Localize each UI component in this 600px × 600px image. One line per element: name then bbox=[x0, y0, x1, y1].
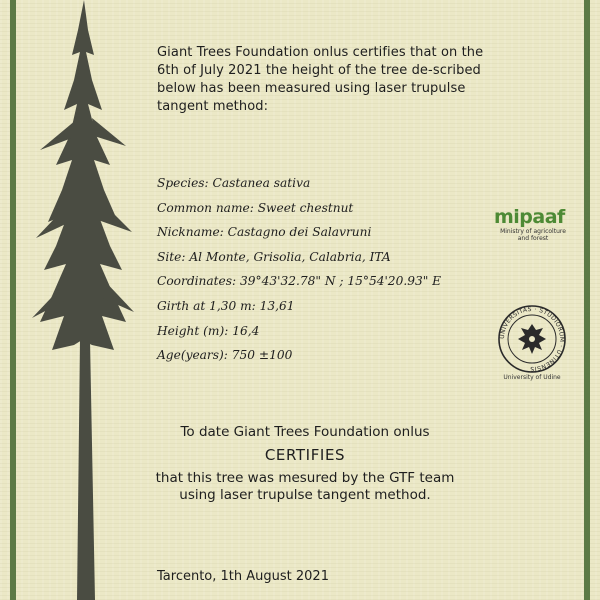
tree-silhouette-icon bbox=[22, 0, 142, 600]
tree-details bbox=[157, 174, 487, 371]
place-and-date: Tarcento, 1th August 2021 bbox=[157, 569, 329, 584]
mipaaf-logo bbox=[494, 206, 574, 252]
detail-age: Age(years): 750 ±100 bbox=[157, 348, 293, 363]
certify-line-1: To date Giant Trees Foundation onlus bbox=[180, 424, 430, 440]
seal-ring-text: UNIVERSITAS · STUDIORUM · UTINENSIS bbox=[498, 305, 566, 373]
intro-statement: Giant Trees Foundation onlus certifies that on the 6th of July 2021 the height of the tree de-scribed below has been measured using laser trupulse tangent method: bbox=[157, 45, 484, 114]
udine-caption: University of Udine bbox=[503, 374, 561, 381]
mipaaf-caption: Ministry of agricolture and forest bbox=[500, 228, 566, 242]
detail-site: Site: Al Monte, Grisolia, Calabria, ITA bbox=[157, 249, 391, 264]
mipaaf-wordmark: mipaaf bbox=[494, 206, 565, 228]
detail-nickname: Nickname: Castagno dei Salavruni bbox=[157, 225, 372, 240]
certify-heading: CERTIFIES bbox=[264, 446, 346, 464]
detail-height: Height (m): 16,4 bbox=[157, 323, 260, 338]
detail-common-name: Common name: Sweet chestnut bbox=[157, 200, 354, 215]
certify-line-3: that this tree was mesured by the GTF team using laser trupulse tangent method. bbox=[155, 470, 455, 503]
detail-coordinates: Coordinates: 39°43'32.78" N ; 15°54'20.93" E bbox=[157, 274, 442, 289]
left-border-stripe bbox=[10, 0, 16, 600]
university-seal-icon bbox=[497, 304, 567, 374]
certification-statement bbox=[140, 424, 470, 504]
right-border-stripe bbox=[584, 0, 590, 600]
detail-species: Species: Castanea sativa bbox=[157, 176, 311, 190]
detail-girth: Girth at 1,30 m: 13,61 bbox=[157, 298, 295, 313]
